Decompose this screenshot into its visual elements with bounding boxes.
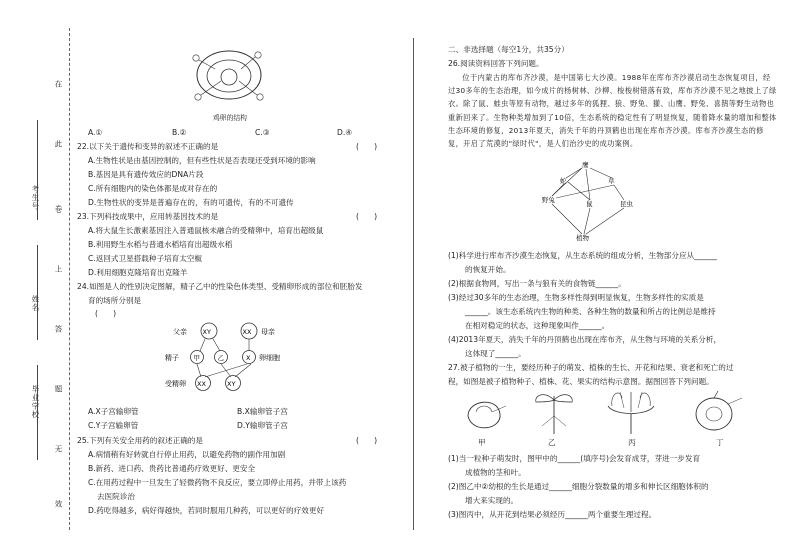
svg-text:受精卵: 受精卵 — [165, 380, 186, 388]
question-title: 26.阅读资料回答下列问题。 — [448, 59, 544, 68]
option: B.新药、进口药、贵药比普通药疗效更好、更安全 — [88, 464, 256, 473]
option: C.返回式卫星搭载种子培育太空椒 — [88, 254, 203, 263]
sub-question: (1)当一粒种子萌发时，图甲中的______(填序号)会发育成芽，芽进一步发育 — [448, 454, 701, 463]
field-name: 姓名 — [31, 295, 40, 312]
field-line — [37, 245, 38, 340]
binding-char: 无 — [54, 445, 63, 454]
flower-figure — [600, 384, 662, 436]
option: A.将大鼠生长激素基因注入普通鼠核未融合的受精卵中，培育出超级鼠 — [88, 226, 324, 235]
field-line — [37, 365, 38, 460]
sub-question: (4)2013年夏天，消失千年的丹顶鹤也出现在库布齐，从生物与环境的关系分析， — [448, 335, 722, 344]
svg-text:甲: 甲 — [193, 354, 200, 362]
answer-paren: ( ) — [356, 212, 378, 221]
question-stem-cont: 育的场所分别是 — [88, 296, 142, 305]
question-stem: 24.如图是人的性别决定图解，精子乙中的性染色体类型、受精卵形成的部位和胚胎发 — [77, 282, 363, 291]
sub-question-cont: 成植物的茎和叶。 — [465, 468, 526, 477]
svg-text:野兔: 野兔 — [542, 196, 555, 204]
figure-label: 甲 — [478, 438, 486, 447]
field-line — [37, 120, 38, 220]
svg-text:植物: 植物 — [576, 234, 589, 242]
fruit-figure — [690, 390, 746, 436]
option: B.利用野生水稻与普通水稻培育出超级水稻 — [88, 240, 233, 249]
binding-char: 卷 — [54, 205, 63, 214]
svg-text:XY: XY — [202, 328, 211, 336]
svg-text:鼠: 鼠 — [586, 200, 593, 208]
answer-paren: ( ) — [356, 436, 378, 445]
binding-char: 在 — [54, 80, 63, 89]
sub-question: (2)图乙中②幼根的生长是通过______细胞分裂数量的增多和伸长区细胞体积的 — [448, 482, 709, 491]
binding-char: 此 — [54, 140, 63, 149]
binding-line — [69, 28, 70, 530]
option: D.药吃得越多，病好得越快，若同时服用几种药，可以更好的疗效更好 — [88, 506, 325, 515]
reading-passage: 位于内蒙古的库布齐沙漠，是中国第七大沙漠。1988年在库布齐沙漠启动生态恢复项目，经过30多年的生态治理，如今成片的杨树林、沙柳、梭梭树错落有致，库布齐沙漠不见之地披上了绿衣。除了鼠、蛙虫等原有动物，越过多年的狐狸、狼、野兔、獾、山鹰、野兔、喜鹊等野生动物也重新回来了。生物种类增加到了10倍，生态系统的稳定性有了明显恢复，随着降水量的增加和整体生态环境的修复，2013年夏天，消失千年的丹顶鹤也出现在库布齐沙漠。库布齐沙漠生态的修复，开启了荒漠的"绿时代"，是人们治沙史的成功案例。 — [448, 73, 777, 149]
option: A.X子宫输卵管 — [88, 407, 139, 416]
sub-question-cont: 增大来实现的。 — [465, 496, 519, 505]
option: D.利用细胞克隆培育出克隆羊 — [88, 268, 188, 277]
figure-caption: 鸡卵的结构 — [213, 114, 247, 122]
option: C.Y子宫输卵管 — [88, 421, 139, 430]
sub-question: (1)科学进行库布齐沙漠生态恢复，从生态系统的组成分析，生物部分应从______ — [448, 251, 717, 260]
option: B.X输卵管子宫 — [237, 407, 288, 416]
option: C.在用药过程中一旦发生了轻微药物不良反应，要立即停止用药，并带上该药 — [88, 478, 347, 487]
answer-paren: ( ) — [356, 142, 378, 151]
section-title: 二、非选择题（每空1分，共35分） — [448, 45, 569, 54]
sub-question: (3)经过30多年的生态治理，生物多样性得到明显恢复，生物多样性的实质是 — [448, 293, 704, 302]
egg-structure-figure — [185, 45, 275, 117]
answer-paren: ( ) — [95, 309, 117, 318]
option: A.病情稍有好转就自行停止用药，以避免药物的副作用加剧 — [88, 450, 286, 459]
sub-question: (2)根据食物网，写出一条与狼有关的食物链______。 — [448, 279, 626, 288]
sub-question-cont: 在相对稳定的状态，这种现象叫作______。 — [465, 321, 610, 330]
seedling-figure — [528, 386, 580, 436]
svg-text:蛇: 蛇 — [560, 177, 567, 185]
option: B.② — [172, 128, 187, 137]
question-stem: 22.以下关于遗传和变异的叙述不正确的是 — [77, 142, 219, 151]
figure-label: 乙 — [548, 438, 556, 447]
sub-question: (3)图丙中，从开花到结果必须经历______两个重要生理过程。 — [448, 510, 657, 519]
option: D.④ — [337, 128, 353, 137]
binding-char: 题 — [54, 385, 63, 394]
svg-text:XX: XX — [242, 328, 252, 336]
svg-text:卵细胞: 卵细胞 — [259, 354, 280, 362]
svg-text:乙: 乙 — [217, 354, 224, 362]
sex-determination-diagram — [165, 320, 300, 398]
option: A.生物性状是由基因控制的，但有些性状是否表现还受到环境的影响 — [88, 156, 316, 165]
option: D.Y输卵管子宫 — [237, 421, 288, 430]
option: C.③ — [255, 128, 270, 137]
svg-text:XX: XX — [197, 380, 206, 388]
svg-text:父亲: 父亲 — [173, 328, 187, 336]
field-exam-number: 考生号 — [31, 185, 40, 211]
figure-label: 丁 — [716, 438, 724, 447]
question-stem: 25.下列有关安全用药的叙述正确的是 — [77, 436, 203, 445]
field-school: 毕业学校 — [31, 385, 40, 419]
question-title: 27.被子植物的一生，要经历种子的萌发、植株的生长、开花和结果、衰老和死亡的过 — [448, 363, 734, 372]
svg-text:精子: 精子 — [165, 354, 179, 362]
option: C.所有细胞内的染色体都是成对存在的 — [88, 184, 218, 193]
svg-text:草: 草 — [608, 177, 615, 185]
svg-text:昆虫: 昆虫 — [620, 200, 633, 208]
svg-text:母亲: 母亲 — [261, 328, 275, 336]
food-web-diagram — [536, 158, 640, 244]
svg-text:鹰: 鹰 — [582, 161, 589, 169]
binding-char: 上 — [54, 265, 63, 274]
option: D.生物性状的变异是普遍存在的，有的可遗传，有的不可遗传 — [88, 198, 294, 207]
sub-question-cont: ______。该生态系统内生物的种类、各种生物的数量和所占的比例总是维持 — [465, 307, 716, 316]
question-title-cont: 程，如图是被子植物种子、植株、花、果实的结构示意图。据图回答下列问题。 — [448, 377, 714, 386]
sub-question-cont: 这体现了______。 — [465, 349, 526, 358]
figure-label: 丙 — [628, 438, 636, 447]
svg-text:XY: XY — [227, 380, 236, 388]
svg-text:X: X — [246, 354, 251, 362]
option-cont: 去医院诊治 — [97, 492, 135, 501]
option: B.基因是具有遗传效应的DNA片段 — [88, 170, 204, 179]
binding-char: 答 — [54, 325, 63, 334]
seed-figure — [462, 392, 508, 436]
column-divider — [413, 38, 414, 530]
binding-char: 效 — [54, 500, 63, 509]
question-stem: 23.下列科技成果中，应用转基因技术的是 — [77, 212, 219, 221]
sub-question-cont: 的恢复开始。 — [465, 265, 511, 274]
option: A.① — [88, 128, 103, 137]
